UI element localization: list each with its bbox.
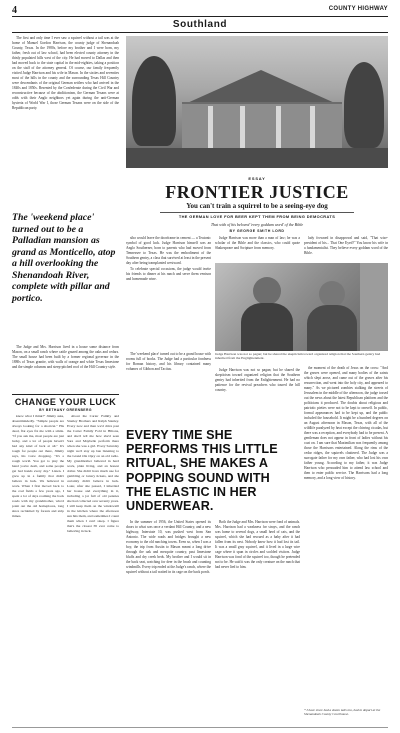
sidebar-column-b xyxy=(67,414,119,724)
sidebar-byline: BY BETHANY GREENBERG xyxy=(39,408,92,412)
paragraph: Judge Harrison was not so pagan; but he shared the skepticism toward organized religion that the Southern gentry had inherited from the Enlightenment. He had no patience for the revival preachers who toured the hill country. xyxy=(215,368,300,392)
paragraph: know what I think?" Jimmy asks, absentmindedly. "Simple people are always looking for a shortcut." His dead, flat eyes fix me with a smile. "If you ask me, most people are just lucky, and a lot of people haven't had any kind of luck at all." It's tough for people out there, Jimmy says, his voice dropping. "It's a rough world. You got to play the hand you're dealt, and some people get bad hands every day." Listen. I grew up in a family that didn't believe in luck. We believed in work. When I first moved back to the coal fields a few years ago, I spent a lot of days roaming the back roads with my grandmother, who'd point out the old homeplaces, long since reclaimed by forests and strip mines. xyxy=(12,414,64,518)
photo-judge-harrison xyxy=(215,263,388,351)
sidebar-rule xyxy=(12,394,119,395)
article-column-2-bottom xyxy=(215,520,300,724)
footer-rule xyxy=(12,727,388,728)
article-column-1 xyxy=(126,236,211,348)
left-column-mid xyxy=(12,345,119,391)
subhead-rule xyxy=(160,212,354,213)
endnote: * I have since had a dozen tails too, had to depart at the Shenandoah County Courthouse. xyxy=(304,708,381,717)
header-rule-lower xyxy=(12,32,388,33)
paragraph: Judge Harrison was more than a man of law; he was a scholar of the Bible and the classics, who could quote Shakespeare and Scripture from memory. xyxy=(215,236,300,250)
sidebar-title: CHANGE YOUR LUCK xyxy=(14,397,117,407)
article-blurb: That with of his beloved 'every goddam word' of the Bible xyxy=(210,222,304,227)
page-number: 4 xyxy=(12,5,17,16)
photo-caption: Judge Harrison was not so pagan; but he shared the skepticism toward organized religion that the Southern gentry had inherited from the Englightenment. xyxy=(215,352,381,361)
paragraph: The 'weekend place' turned out to be a grand house with rooms full of books. The Judge had a particular fondness for Roman history, and his library contained many volumes of Gibbon and Tacitus. xyxy=(126,352,211,371)
paragraph: Both the Judge and Mrs. Harrison were fond of animals. Mrs. Harrison had a weakness for strays, and the ranch was home to several dogs, a small herd of cats, and the squirrel, which she had rescued as a baby after it had fallen from its nest. Nobody knew how it had lost its tail. It was a small gray squirrel, and it lived in a large wire cage where it spun in circles and scolded visitors. Judge Harrison was fond of the squirrel too, though he pretended not to be. He said it was the only creature on the ranch that had never lied to him. xyxy=(215,520,300,569)
essay-label: ESSAY xyxy=(248,176,266,181)
magazine-name: COUNTY HIGHWAY xyxy=(328,6,388,12)
photo-palladian-mansion xyxy=(126,36,388,168)
header-rule xyxy=(12,16,388,17)
paragraph: The first and only time I ever saw a squirrel without a tail was at the home of Manuel Gordon Harrison, the county judge of Shenandoah County, Texas. In the 1980s, before my brother and I were born, my father, fresh out of law school, had been elected county attorney in the thinly populated hills west of the city. He had moved to Dallas and then had moved back to the state capital in the mid-eighties, taking a position on the staff of the attorney general. Of course, our family frequently visited Judge Harrison and his wife in Mason. In the sixties and seventies most of the hills in the county and the surrounding Texas Hill Country were descendants of the original German settlers who had arrived in the 1840s and 1850s. Resented by the Confederate during the Civil War and reconstructive because of the abolitionism, the German Texans were at odds with their Anglo neighbors yet again during the anti-German hysteria of World War I, those German Texans were on the side of the Republican party. xyxy=(12,36,119,110)
paragraph: To celebrate special occasions, the judge would invite his friends to dinner at his ranch and serve them venison and homemade wine. xyxy=(126,267,211,281)
article-subhead: You can't train a squirrel to be a seeing-eye dog xyxy=(186,202,328,210)
article-column-2 xyxy=(215,236,300,262)
section-title: Southland xyxy=(172,19,228,30)
paragraph: The Judge and Mrs. Harrison lived in a house some distance from Mason, on a small ranch where cattle grazed among the oaks and cedars. The small house had been built by a former regional governor in the 1880s of Texas granite, with walls of orange and white Texas limestone and the simple columns and steep-pitched roof of the Hill Country style. xyxy=(12,345,119,369)
article-column-1-cont xyxy=(126,352,211,426)
pull-quote-big: EVERY TIME SHE PERFORMS THIS LITTLE RITUAL, SHE MAKES A POPPING SOUND WITH THE ELASTIC IN HER UNDERWEAR. xyxy=(126,428,278,514)
article-column-3 xyxy=(304,236,388,262)
paragraph: In the summer of 1956, the United States opened its doors to what was once a verdant Hill Country, and a new highway, Interstate 10, was pushed west from San Antonio. The wide roads and bridges brought a new economy to the old ranching towns. Even so, when I was a boy, the trip from Austin to Mason meant a long drive through the oak and mesquite country, past limestone bluffs and dry creek beds. My brother and I would sit in the back seat, watching for deer in the brush and counting windmills. Every trip ended at the Judge's ranch, where the squirrel without a tail waited in its cage on the back porch. xyxy=(126,520,211,574)
article-column-1-bottom xyxy=(126,520,211,724)
paragraph: lady frowned in disapproval and said, "That wise-president of his... That One Eyed?" You know his wife in a fundamentalist. They believe every goddam word of the Bible. xyxy=(304,236,388,255)
paragraph: sibo would leave the doorframe in cement — a Teutonic symbol of good luck. Judge Harrison himself was an Anglo Southerner, born to parents who had moved from Tennessee to Texas. He was the embodiment of the Southern gentry, a class that survived at least in the present day after being transplanted westward. xyxy=(126,236,211,265)
article-column-3-cont xyxy=(304,366,388,724)
paragraph: About the Carter Family and Stanley Brothers and Ralph Stanley. Every now and then we'd drive past the Carter Family Fold in Hiltons, and she'd tell me how she'd seen Sara and Maybelle perform there when she was a girl. Every Saturday night we'd stay up late listening to the Grand Ole Opry on an old radio. My grandmother believed in hard work, plain living, and an honest dollar. She didn't have much use for gambling or lottery tickets, and she certainly didn't believe in luck. Later, after she passed, I inherited her house and everything in it, including a jar full of old pennies she had collected over seventy years. I still keep them on the windowsill in the kitchen where the afternoon sun hits them, and sometimes I count them when I can't sleep. I figure that's the closest I'll ever come to believing in luck. xyxy=(67,414,119,533)
article-headline: FRONTIER JUSTICE xyxy=(165,182,349,202)
left-column-intro xyxy=(12,36,119,208)
pull-quote-left: The 'weekend place' turned out to be a Palladian mansion as grand as Monticello, atop a hill overlooking the Shenandoah River, complete with pillar and portico. xyxy=(12,212,116,304)
sidebar-column-a xyxy=(12,414,64,724)
article-tagline: THE GERMAN LOVE FOR BEER KEPT THEM FROM BEING DEMOCRATS xyxy=(178,214,336,219)
paragraph: the moment of the death of Jesus on the cross: "And the graves were opened, and many bodies of the saints which slept arose, and came out of the graves after his resurrection, and went into the holy city, and appeared to many." As we pictured zombies stalking the streets of Jerusalem in the middle of the afternoon, the judge tossed out the news about the latest Republican platform and the politicians it produced. The doubts about religious and patriotic pieties were not to be kept to oneself. In public, formal appearances had to be kept up, and the public included the household. It might be a hundred degrees on an August afternoon in Mason, Texas, with all of the wildlife paralyzed by heat except the chirring cicadas, but there was a reception, and everybody had to be present. A gentleman does not appear in front of ladies without his coat on. I am sure that Maximilian was frequently among those the Harrisons entertained. Along the rims of the cedar ridges, the squirrels chattered. The Judge was a surrogate father for my own father, who had lost his own father young. According to my father, it was Judge Harrison who persuaded him to attend law school and then to enter public service. The Harrisons had a long memory, and a long view of history. xyxy=(304,366,388,480)
article-column-2-cont xyxy=(215,368,300,426)
article-byline: BY GEORGE SMITH LORD xyxy=(229,229,285,233)
